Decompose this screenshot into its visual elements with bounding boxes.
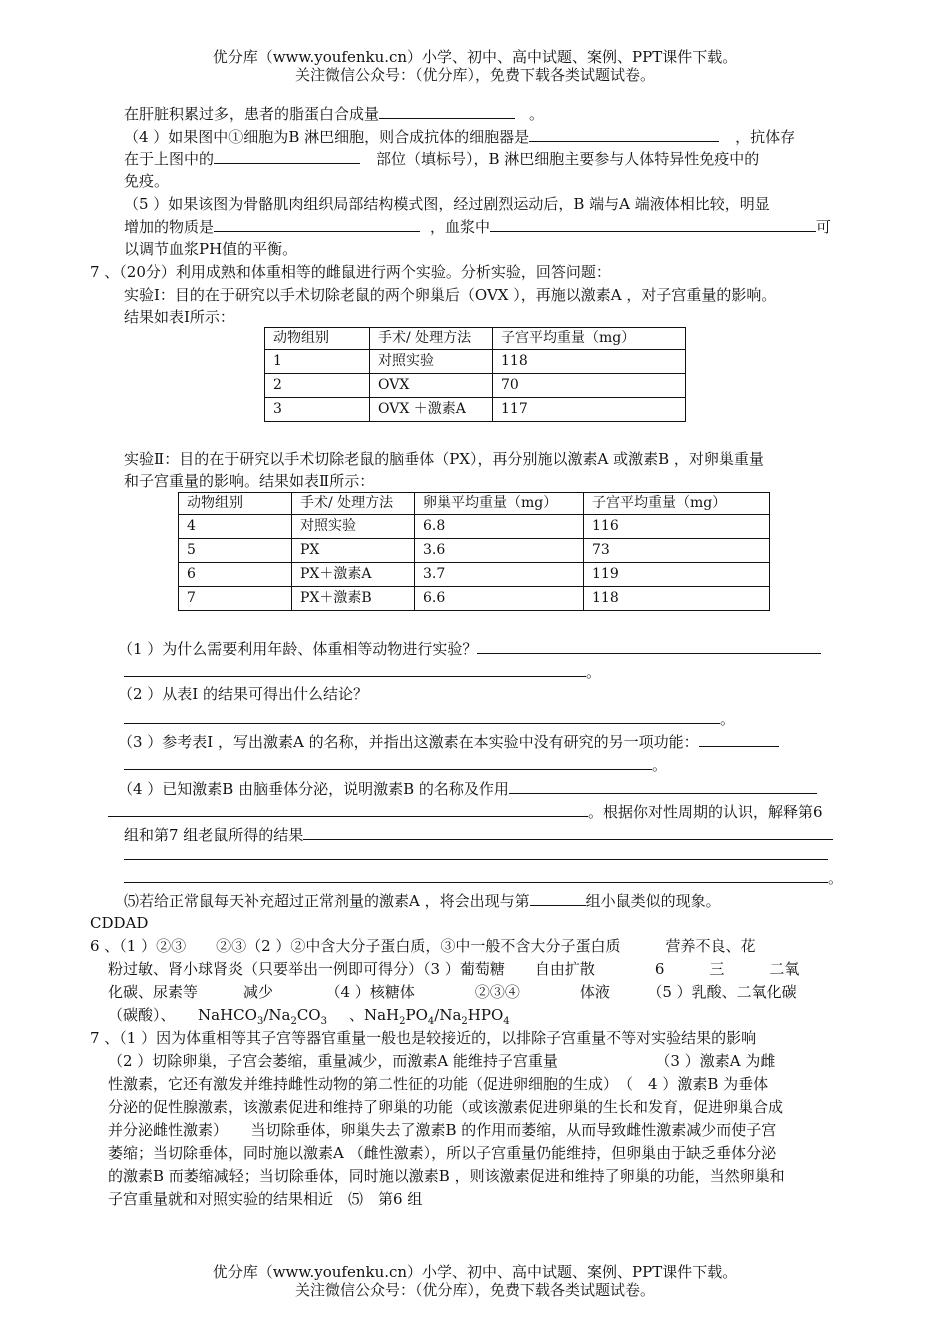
answer-7-line-6: 萎缩；当切除垂体，同时施以激素A （雌性激素），所以子宫重量仍能维持，但卵巢由于缺乏垂体分泌 xyxy=(108,1144,777,1162)
answer-6-line-2: 粉过敏、肾小球肾炎（只要举出一例即可得分）（3 ）葡萄糖 自由扩散 6 三 二氧 xyxy=(108,960,800,978)
table-row xyxy=(179,587,770,611)
answer-6-line-4: （碳酸）、 $NaHCO_3/Na_2CO_3$ 、$NaH_2PO_4/Na_2HPO_4$ xyxy=(108,1006,510,1027)
table-header-cell: 动物组别 xyxy=(179,493,292,515)
answer-6-line-1: 6 、（1 ）②③ ②③（2 ）②中含大分子蛋白质，③中一般不含大分子蛋白质 营养不良、花 xyxy=(90,937,756,955)
answer-blank[interactable] xyxy=(529,126,719,142)
answer-line[interactable] xyxy=(124,859,828,860)
table-header-cell: 子宫平均重量（mg） xyxy=(584,493,770,515)
table-cell: PX＋激素A xyxy=(292,563,415,587)
footer-line-1: 优分库（www.youfenku.cn）小学、初中、高中试题、案例、PPT课件下载。 xyxy=(212,1263,738,1281)
table-cell: 1 xyxy=(265,350,370,374)
q7-sub2-cont: 。 xyxy=(124,708,735,729)
table-header-cell: 动物组别 xyxy=(265,328,370,350)
footer-line-2: 关注微信公众号：（优分库），免费下载各类试题试卷。 xyxy=(294,1281,655,1299)
q7-sub4: （4 ）已知激素B 由脑垂体分泌，说明激素B 的名称及作用 xyxy=(118,778,817,799)
table-cell: 对照实验 xyxy=(370,350,493,374)
q7-exp1-b: 结果如表Ⅰ所示： xyxy=(124,308,235,326)
answer-6-line-3: 化碳、尿素等 减少 （4 ）核糖体 ②③④ 体液 （5 ）乳酸、二氧化碳 xyxy=(108,983,797,1001)
table-cell: 5 xyxy=(179,539,292,563)
q6-line-2: （4 ）如果图中①细胞为B 淋巴细胞，则合成抗体的细胞器是 ，抗体存 xyxy=(124,128,796,146)
answer-blank[interactable] xyxy=(699,731,779,747)
answer-blank[interactable] xyxy=(379,103,515,119)
q7-exp2-b: 和子宫重量的影响。结果如表Ⅱ所示： xyxy=(124,472,375,490)
table-row xyxy=(179,539,770,563)
table-cell: 6.6 xyxy=(415,587,584,611)
answer-7-line-4: 分泌的促性腺激素，该激素促进和维持了卵巢的功能（或该激素促进卵巢的生长和发育，促进卵巢合成 xyxy=(108,1098,784,1116)
answer-7-line-5: 并分泌雌性激素） 当切除垂体，卵巢失去了激素B 的作用而萎缩，从而导致雌性激素减少而使子宫 xyxy=(108,1121,777,1139)
q6-line-1: 在肝脏积累过多，患者的脂蛋白合成量 。 xyxy=(124,105,545,123)
q6-line-6: 增加的物质是 ，血浆中 可 xyxy=(124,218,832,236)
page-header xyxy=(0,48,950,84)
q6-line-4: 免疫。 xyxy=(124,172,170,190)
table-header-cell: 手术/ 处理方法 xyxy=(370,328,493,350)
header-line-2: 关注微信公众号：（优分库），免费下载各类试题试卷。 xyxy=(294,66,655,84)
answer-blank[interactable] xyxy=(303,824,833,840)
answer-7-line-7: 的激素B 而萎缩减轻；当切除垂体，同时施以激素B ，则该激素促进和维持了卵巢的功能，当然卵巢和 xyxy=(108,1167,785,1185)
answer-blank[interactable] xyxy=(530,890,586,906)
table-row xyxy=(179,515,770,539)
table-cell: 118 xyxy=(584,587,770,611)
q7-sub2: （2 ）从表I 的结果可得出什么结论？ xyxy=(118,685,369,703)
table-2 xyxy=(178,492,770,611)
answer-blank[interactable] xyxy=(214,216,420,232)
table-cell: 116 xyxy=(584,515,770,539)
q7-sub5: ⑸若给正常鼠每天补充超过正常剂量的激素A ，将会出现与第 组小鼠类似的现象。 xyxy=(124,892,721,910)
table-cell: 2 xyxy=(265,374,370,398)
table-cell: 7 xyxy=(179,587,292,611)
header-line-1: 优分库（www.youfenku.cn）小学、初中、高中试题、案例、PPT课件下载。 xyxy=(212,48,738,66)
answer-blank[interactable] xyxy=(490,216,816,232)
answer-7-line-8: 子宫重量就和对照实验的结果相近 ⑸ 第6 组 xyxy=(108,1190,423,1208)
q7-sub1-cont: 。 xyxy=(124,661,601,682)
answer-blank[interactable] xyxy=(108,801,588,817)
table-cell: 70 xyxy=(493,374,686,398)
table-cell: 118 xyxy=(493,350,686,374)
table-header-row xyxy=(265,328,686,350)
answer-blank[interactable] xyxy=(124,754,652,770)
page-footer xyxy=(0,1263,950,1299)
table-header-row xyxy=(179,493,770,515)
table-cell: 3.6 xyxy=(415,539,584,563)
q6-line-7: 以调节血浆PH值的平衡。 xyxy=(124,240,298,258)
table-row xyxy=(265,398,686,422)
answer-blank[interactable] xyxy=(124,867,828,883)
table-1 xyxy=(264,327,686,422)
q7-sub4-cont: 。根据你对性周期的认识，解释第6 xyxy=(108,801,823,822)
table-cell: 73 xyxy=(584,539,770,563)
table-cell: 3.7 xyxy=(415,563,584,587)
table-cell: 117 xyxy=(493,398,686,422)
table-header-cell: 子宫平均重量（mg） xyxy=(493,328,686,350)
q7-sub4-cont3: 。 xyxy=(124,867,843,888)
q7-sub3: （3 ）参考表I ，写出激素A 的名称，并指出这激素在本实验中没有研究的另一项功能： xyxy=(118,731,779,752)
table-cell: 3 xyxy=(265,398,370,422)
table-cell: 119 xyxy=(584,563,770,587)
table-row xyxy=(179,563,770,587)
answer-blank[interactable] xyxy=(214,148,360,164)
q7-exp2: 实验Ⅱ：目的在于研究以手术切除老鼠的脑垂体（PX），再分别施以激素A 或激素B ，对卵巢重量 xyxy=(124,450,764,468)
table-header-cell: 手术/ 处理方法 xyxy=(292,493,415,515)
table-cell: 6 xyxy=(179,563,292,587)
answers-mc: CDDAD xyxy=(90,914,149,932)
q7-sub4-cont2: 组和第7 组老鼠所得的结果 xyxy=(124,824,833,845)
table-header-cell: 卵巢平均重量（mg） xyxy=(415,493,584,515)
table-cell: 对照实验 xyxy=(292,515,415,539)
answer-blank[interactable] xyxy=(509,778,817,794)
table-row xyxy=(265,350,686,374)
q7-exp1: 实验Ⅰ：目的在于研究以手术切除老鼠的两个卵巢后（OVX ），再施以激素A ，对子宫重量的影响。 xyxy=(124,286,777,304)
table-cell: 6.8 xyxy=(415,515,584,539)
answer-blank[interactable] xyxy=(124,661,586,677)
q7-sub1: （1 ）为什么需要利用年龄、体重相等动物进行实验？ xyxy=(118,638,821,659)
table-cell: PX＋激素B xyxy=(292,587,415,611)
table-row xyxy=(265,374,686,398)
q6-line-5: （5 ）如果该图为骨骼肌肉组织局部结构模式图，经过剧烈运动后，B 端与A 端液体相比较，明显 xyxy=(124,195,770,213)
q7-sub3-cont: 。 xyxy=(124,754,667,775)
answer-blank[interactable] xyxy=(124,708,720,724)
answer-7-line-3: 性激素，它还有激发并维持雌性动物的第二性征的功能（促进卵细胞的生成） （ 4 ）激素B 为垂体 xyxy=(108,1075,769,1093)
table-cell: OVX ＋激素A xyxy=(370,398,493,422)
answer-blank[interactable] xyxy=(477,638,821,654)
table-cell: OVX xyxy=(370,374,493,398)
table-cell: 4 xyxy=(179,515,292,539)
answer-7-line-2: （2 ）切除卵巢，子宫会萎缩，重量减少，而激素A 能维持子宫重量 （3 ）激素A 为雌 xyxy=(108,1052,776,1070)
table-cell: PX xyxy=(292,539,415,563)
answer-7-line-1: 7 、（1 ）因为体重相等其子宫等器官重量一般也是较接近的，以排除子宫重量不等对实验结果的影响 xyxy=(90,1029,757,1047)
q6-line-3: 在于上图中的 部位（填标号），B 淋巴细胞主要参与人体特异性免疫中的 xyxy=(124,150,760,168)
q7-stem: 7 、（20分）利用成熟和体重相等的雌鼠进行两个实验。分析实验，回答问题： xyxy=(90,263,611,281)
